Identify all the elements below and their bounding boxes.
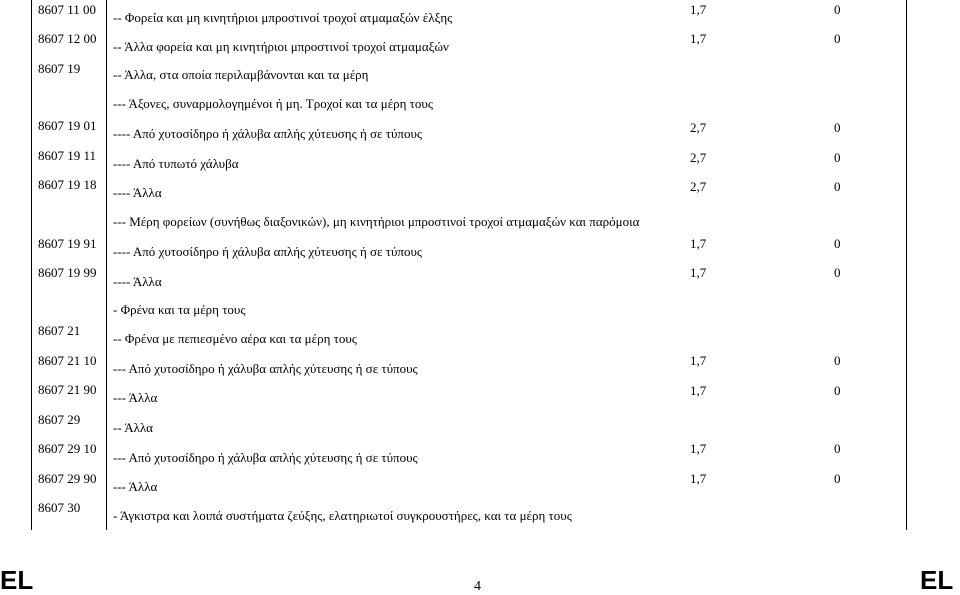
row-description: ---- Άλλα [113, 274, 162, 289]
table-row [0, 500, 960, 523]
row-description: --- Από χυτοσίδηρο ή χάλυβα απλής χύτευσης ή σε τύπους [113, 361, 418, 376]
row-duty-rate: 1,7 [690, 353, 707, 368]
row-code: 8607 21 [38, 323, 81, 338]
row-description: - Άγκιστρα και λοιπά συστήματα ζεύξης, ελατηριωτοί συγκρουστήρες, και τα μέρη τους [113, 508, 572, 523]
table-row [0, 470, 960, 494]
table-row [0, 0, 960, 25]
row-code: 8607 19 99 [38, 265, 97, 280]
row-duty-rate: 2,7 [690, 179, 707, 194]
row-description: ---- Από τυπωτό χάλυβα [113, 156, 239, 171]
row-supplementary-value: 0 [834, 471, 841, 486]
row-code: 8607 29 [38, 412, 81, 427]
row-supplementary-value: 0 [834, 265, 841, 280]
row-description: --- Άλλα [113, 390, 158, 405]
table-row [0, 148, 960, 171]
row-code: 8607 30 [38, 500, 81, 515]
row-duty-rate: 1,7 [690, 441, 707, 456]
row-code: 8607 29 90 [38, 471, 97, 486]
row-duty-rate: 1,7 [690, 265, 707, 280]
row-description: - Φρένα και τα μέρη τους [113, 302, 246, 317]
row-description: -- Φορεία και μη κινητήριοι μπροστινοί τροχοί ατμαμαξών έλξης [113, 10, 453, 25]
row-duty-rate: 1,7 [690, 236, 707, 251]
table-row [0, 60, 960, 80]
row-duty-rate: 1,7 [690, 2, 707, 17]
row-code: 8607 19 [38, 61, 81, 76]
row-code: 8607 19 01 [38, 118, 97, 133]
row-description: ---- Από χυτοσίδηρο ή χάλυβα απλής χύτευσης ή σε τύπους [113, 126, 423, 141]
row-description: --- Από χυτοσίδηρο ή χάλυβα απλής χύτευσης ή σε τύπους [113, 450, 418, 465]
row-duty-rate: 2,7 [690, 120, 707, 135]
row-code: 8607 21 10 [38, 353, 97, 368]
row-description: ---- Άλλα [113, 185, 162, 200]
row-code: 8607 19 11 [38, 148, 97, 163]
row-supplementary-value: 0 [834, 441, 841, 456]
page-number: 4 [474, 579, 481, 594]
row-description: --- Μέρη φορείων (συνήθως διαξονικών), μη κινητήριοι μπροστινοί τροχοί ατμαμαξών και παρόμοια [113, 214, 640, 229]
row-supplementary-value: 0 [834, 31, 841, 46]
row-supplementary-value: 0 [834, 383, 841, 398]
row-supplementary-value: 0 [834, 150, 841, 165]
table-row [0, 90, 960, 110]
table-row [0, 207, 960, 227]
footer-language-code-left: EL [0, 565, 34, 595]
row-code: 8607 21 90 [38, 382, 97, 397]
table-row [0, 295, 960, 315]
table-row [0, 441, 960, 465]
row-duty-rate: 1,7 [690, 31, 707, 46]
footer-language-code-right: EL [920, 565, 954, 595]
row-duty-rate: 1,7 [690, 383, 707, 398]
row-code: 8607 19 91 [38, 236, 97, 251]
row-description: --- Άλλα [113, 479, 158, 494]
row-duty-rate: 1,7 [690, 471, 707, 486]
row-code: 8607 12 00 [38, 31, 97, 46]
table-row [0, 382, 960, 405]
row-description: ---- Από χυτοσίδηρο ή χάλυβα απλής χύτευσης ή σε τύπους [113, 244, 423, 259]
row-description: -- Άλλα φορεία και μη κινητήριοι μπροστινοί τροχοί ατμαμαξών [113, 39, 449, 54]
table-row [0, 118, 960, 141]
table-row [0, 323, 960, 346]
row-code: 8607 29 10 [38, 441, 97, 456]
row-supplementary-value: 0 [834, 179, 841, 194]
row-description: --- Άξονες, συναρμολογημένοι ή μη. Τροχοί και τα μέρη τους [113, 96, 433, 111]
table-row [0, 177, 960, 200]
row-supplementary-value: 0 [834, 2, 841, 17]
table-row [0, 265, 960, 289]
row-code: 8607 11 00 [38, 2, 97, 17]
table-row [0, 30, 960, 54]
row-code: 8607 19 18 [38, 177, 97, 192]
table-row [0, 353, 960, 376]
row-supplementary-value: 0 [834, 353, 841, 368]
row-duty-rate: 2,7 [690, 150, 707, 165]
row-description: -- Φρένα με πεπιεσμένο αέρα και τα μέρη τους [113, 331, 357, 346]
row-supplementary-value: 0 [834, 120, 841, 135]
row-supplementary-value: 0 [834, 236, 841, 251]
table-row [0, 236, 960, 259]
table-row [0, 412, 960, 435]
row-description: -- Άλλα [113, 420, 153, 435]
row-description: -- Άλλα, στα οποία περιλαμβάνονται και τα μέρη [113, 67, 369, 82]
